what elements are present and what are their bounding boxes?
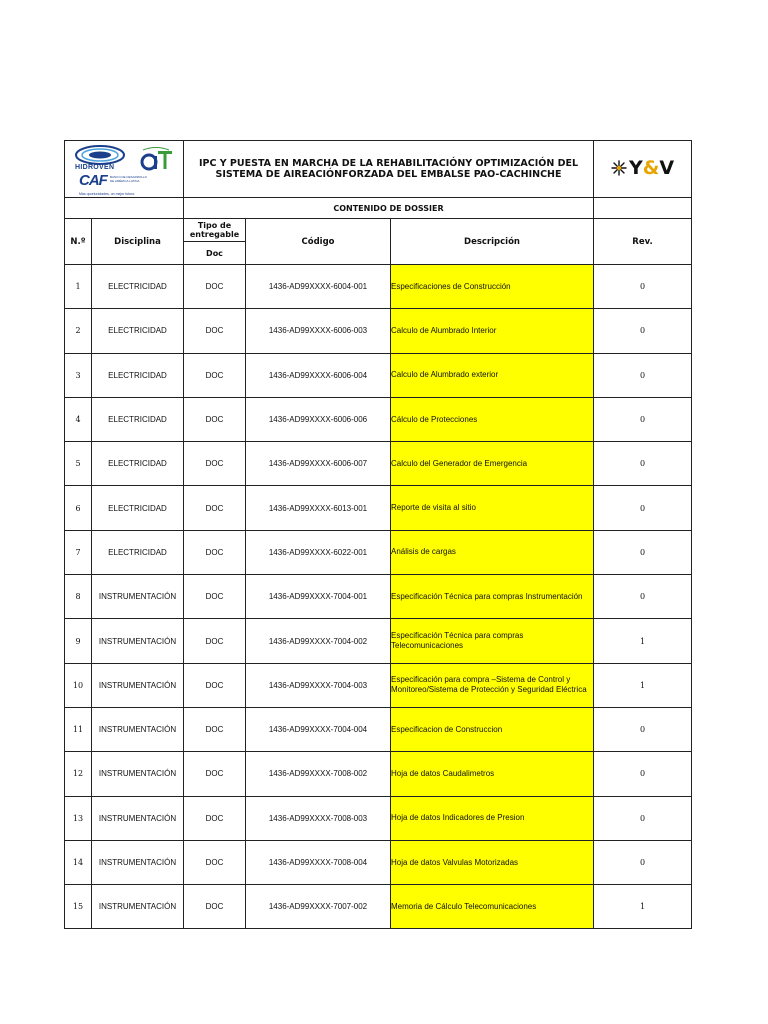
cell-descripcion: Hoja de datos Caudalimetros bbox=[391, 752, 594, 796]
cell-rev: 0 bbox=[594, 442, 692, 486]
cell-rev: 0 bbox=[594, 752, 692, 796]
cell-codigo: 1436-AD99XXXX-6006-006 bbox=[246, 397, 391, 441]
cell-tipo: DOC bbox=[184, 885, 246, 929]
cell-descripcion: Calculo de Alumbrado exterior bbox=[391, 353, 594, 397]
cell-num: 12 bbox=[65, 752, 92, 796]
cell-codigo: 1436-AD99XXXX-7004-003 bbox=[246, 663, 391, 707]
cell-tipo: DOC bbox=[184, 575, 246, 619]
table-row bbox=[65, 619, 692, 663]
col-header-codigo: Código bbox=[246, 219, 391, 265]
col-header-num: N.º bbox=[65, 219, 92, 265]
table-row bbox=[65, 840, 692, 884]
cell-codigo: 1436-AD99XXXX-7004-004 bbox=[246, 707, 391, 751]
cell-descripcion: Análisis de cargas bbox=[391, 530, 594, 574]
cell-tipo: DOC bbox=[184, 840, 246, 884]
cell-tipo: DOC bbox=[184, 530, 246, 574]
table-row bbox=[65, 397, 692, 441]
cell-num: 4 bbox=[65, 397, 92, 441]
cell-rev: 0 bbox=[594, 530, 692, 574]
blank-cell bbox=[65, 198, 184, 219]
cell-disciplina: ELECTRICIDAD bbox=[92, 530, 184, 574]
cell-num: 2 bbox=[65, 309, 92, 353]
yv-logo-cell bbox=[594, 141, 692, 198]
hidroven-text: HIDROVEN bbox=[75, 164, 115, 171]
cell-disciplina: INSTRUMENTACIÓN bbox=[92, 796, 184, 840]
cell-tipo: DOC bbox=[184, 663, 246, 707]
cell-num: 8 bbox=[65, 575, 92, 619]
cell-rev: 0 bbox=[594, 486, 692, 530]
table-row bbox=[65, 663, 692, 707]
cell-disciplina: ELECTRICIDAD bbox=[92, 265, 184, 309]
cell-num: 9 bbox=[65, 619, 92, 663]
document-title bbox=[184, 141, 594, 198]
cell-descripcion: Reporte de visita al sitio bbox=[391, 486, 594, 530]
cell-tipo: DOC bbox=[184, 619, 246, 663]
table-row bbox=[65, 796, 692, 840]
cell-rev: 0 bbox=[594, 353, 692, 397]
cell-descripcion: Hoja de datos Valvulas Motorizadas bbox=[391, 840, 594, 884]
col-header-disciplina: Disciplina bbox=[92, 219, 184, 265]
cell-rev: 1 bbox=[594, 663, 692, 707]
table-row bbox=[65, 707, 692, 751]
blank-cell bbox=[594, 198, 692, 219]
cell-tipo: DOC bbox=[184, 707, 246, 751]
cell-disciplina: INSTRUMENTACIÓN bbox=[92, 619, 184, 663]
cell-tipo: DOC bbox=[184, 353, 246, 397]
cell-rev: 0 bbox=[594, 397, 692, 441]
cell-disciplina: INSTRUMENTACIÓN bbox=[92, 663, 184, 707]
cell-disciplina: ELECTRICIDAD bbox=[92, 397, 184, 441]
cell-codigo: 1436-AD99XXXX-7008-002 bbox=[246, 752, 391, 796]
title-line-2: SISTEMA DE AIREACIÓNFORZADA DEL EMBALSE PAO-CACHINCHE bbox=[215, 169, 562, 180]
col-header-descripcion: Descripción bbox=[391, 219, 594, 265]
cell-tipo: DOC bbox=[184, 265, 246, 309]
cell-disciplina: ELECTRICIDAD bbox=[92, 353, 184, 397]
cell-disciplina: INSTRUMENTACIÓN bbox=[92, 575, 184, 619]
cell-codigo: 1436-AD99XXXX-6022-001 bbox=[246, 530, 391, 574]
cell-descripcion: Especificaciones de Construcción bbox=[391, 265, 594, 309]
cell-disciplina: ELECTRICIDAD bbox=[92, 486, 184, 530]
cell-descripcion: Cálculo de Protecciones bbox=[391, 397, 594, 441]
col-header-rev: Rev. bbox=[594, 219, 692, 265]
cell-descripcion: Memoria de Cálculo Telecomunicaciones bbox=[391, 885, 594, 929]
col-header-tipo: Tipo de entregable bbox=[184, 219, 246, 242]
cell-codigo: 1436-AD99XXXX-6006-003 bbox=[246, 309, 391, 353]
cell-num: 13 bbox=[65, 796, 92, 840]
caf-subtitle: BANCO DE DESARROLLO DE AMÉRICA LATINA bbox=[110, 175, 148, 183]
cell-num: 14 bbox=[65, 840, 92, 884]
cell-descripcion: Calculo del Generador de Emergencia bbox=[391, 442, 594, 486]
table-row bbox=[65, 309, 692, 353]
cell-descripcion: Hoja de datos Indicadores de Presion bbox=[391, 796, 594, 840]
cell-num: 11 bbox=[65, 707, 92, 751]
cell-num: 6 bbox=[65, 486, 92, 530]
table-row bbox=[65, 353, 692, 397]
dossier-table bbox=[64, 140, 692, 929]
client-logos bbox=[65, 141, 184, 198]
cell-rev: 1 bbox=[594, 885, 692, 929]
table-row bbox=[65, 442, 692, 486]
cell-tipo: DOC bbox=[184, 486, 246, 530]
yv-y: Y bbox=[628, 157, 643, 179]
cell-tipo: DOC bbox=[184, 309, 246, 353]
cell-codigo: 1436-AD99XXXX-6013-001 bbox=[246, 486, 391, 530]
table-row bbox=[65, 575, 692, 619]
cell-rev: 0 bbox=[594, 707, 692, 751]
cell-descripcion: Especificación Técnica para compras Instrumentación bbox=[391, 575, 594, 619]
cell-descripcion: Especificacion de Construccion bbox=[391, 707, 594, 751]
cell-tipo: DOC bbox=[184, 397, 246, 441]
cell-codigo: 1436-AD99XXXX-7007-002 bbox=[246, 885, 391, 929]
cell-num: 15 bbox=[65, 885, 92, 929]
cell-disciplina: INSTRUMENTACIÓN bbox=[92, 840, 184, 884]
cell-disciplina: INSTRUMENTACIÓN bbox=[92, 752, 184, 796]
cell-rev: 0 bbox=[594, 309, 692, 353]
cell-codigo: 1436-AD99XXXX-6006-007 bbox=[246, 442, 391, 486]
cell-num: 5 bbox=[65, 442, 92, 486]
cell-codigo: 1436-AD99XXXX-7008-004 bbox=[246, 840, 391, 884]
at-logo bbox=[139, 147, 173, 173]
cell-tipo: DOC bbox=[184, 442, 246, 486]
yv-logo bbox=[611, 157, 674, 179]
cell-descripcion: Calculo de Alumbrado Interior bbox=[391, 309, 594, 353]
cell-num: 1 bbox=[65, 265, 92, 309]
table-row bbox=[65, 885, 692, 929]
cell-codigo: 1436-AD99XXXX-7004-001 bbox=[246, 575, 391, 619]
table-row bbox=[65, 486, 692, 530]
yv-amp: & bbox=[642, 157, 660, 179]
col-header-tipo-doc: Doc bbox=[184, 242, 246, 265]
cell-codigo: 1436-AD99XXXX-6006-004 bbox=[246, 353, 391, 397]
cell-num: 7 bbox=[65, 530, 92, 574]
cell-descripcion: Especificación Técnica para compras Telecomunicaciones bbox=[391, 619, 594, 663]
cell-rev: 1 bbox=[594, 619, 692, 663]
cell-codigo: 1436-AD99XXXX-6004-001 bbox=[246, 265, 391, 309]
cell-rev: 0 bbox=[594, 796, 692, 840]
cell-num: 10 bbox=[65, 663, 92, 707]
dossier-subtitle: CONTENIDO DE DOSSIER bbox=[184, 198, 594, 219]
cell-disciplina: ELECTRICIDAD bbox=[92, 309, 184, 353]
cell-rev: 0 bbox=[594, 265, 692, 309]
yv-v: V bbox=[659, 157, 675, 179]
cell-disciplina: INSTRUMENTACIÓN bbox=[92, 707, 184, 751]
cell-codigo: 1436-AD99XXXX-7008-003 bbox=[246, 796, 391, 840]
cell-disciplina: INSTRUMENTACIÓN bbox=[92, 885, 184, 929]
title-line-1: IPC Y PUESTA EN MARCHA DE LA REHABILITACIÓNY OPTIMIZACIÓN DEL bbox=[198, 158, 579, 169]
caf-tagline: Más oportunidades, un mejor futuro. bbox=[79, 192, 136, 196]
table-row bbox=[65, 752, 692, 796]
table-row bbox=[65, 265, 692, 309]
star-icon bbox=[611, 160, 627, 176]
hidroven-logo bbox=[74, 144, 126, 166]
cell-rev: 0 bbox=[594, 840, 692, 884]
cell-num: 3 bbox=[65, 353, 92, 397]
cell-rev: 0 bbox=[594, 575, 692, 619]
table-row bbox=[65, 530, 692, 574]
cell-tipo: DOC bbox=[184, 752, 246, 796]
cell-codigo: 1436-AD99XXXX-7004-002 bbox=[246, 619, 391, 663]
cell-descripcion: Especificación para compra –Sistema de Control y Monitoreo/Sistema de Protección y Seguridad Eléctrica bbox=[391, 663, 594, 707]
cell-tipo: DOC bbox=[184, 796, 246, 840]
cell-disciplina: ELECTRICIDAD bbox=[92, 442, 184, 486]
caf-logo: CAF bbox=[79, 172, 107, 189]
